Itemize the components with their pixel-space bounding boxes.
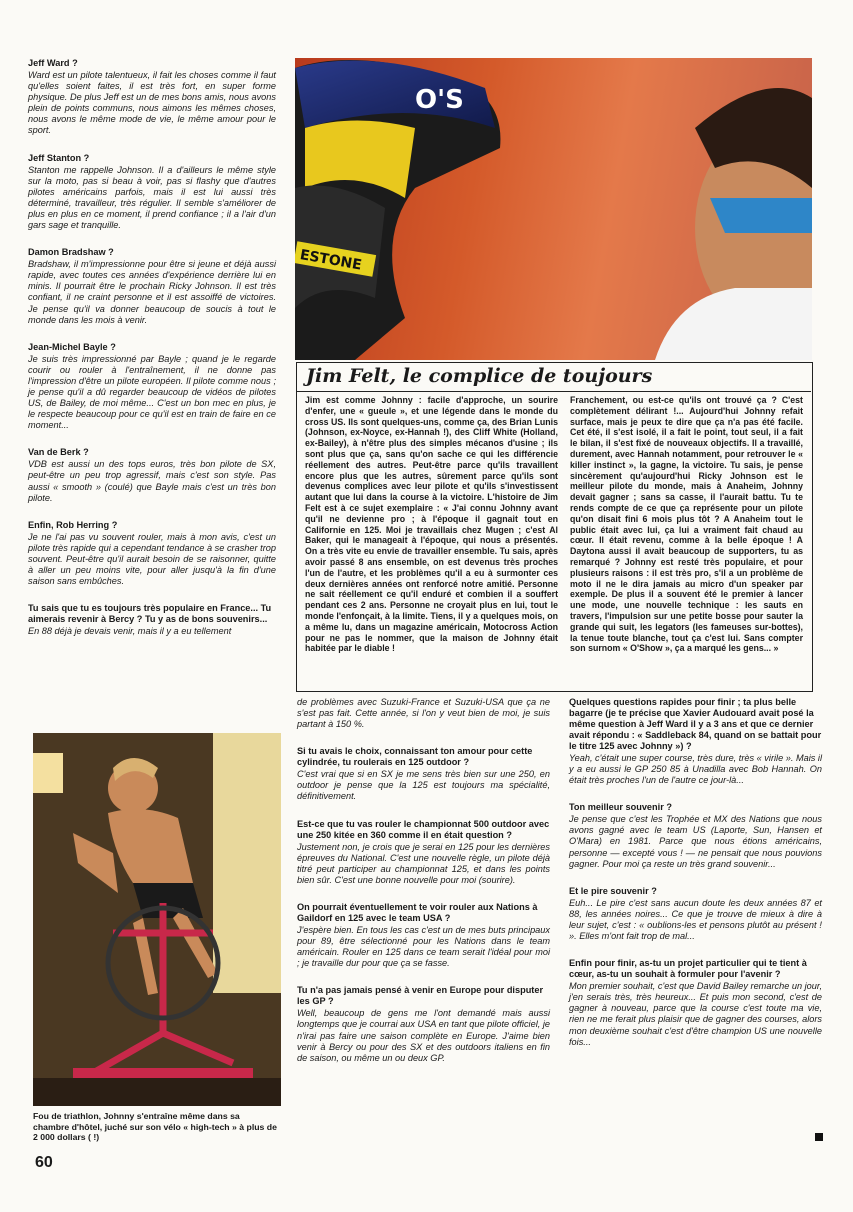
photo-caption: Fou de triathlon, Johnny s'entraîne même dans sa chambre d'hôtel, juché sur son vélo « high-tech » à plus de 2 000 dollars ( !) xyxy=(33,1111,277,1143)
qa-jeff-stanton xyxy=(28,153,276,232)
qa-best-fight xyxy=(569,697,822,786)
question: Si tu avais le choix, connaissant ton amour pour cette cylindrée, tu roulerais en 125 outdoor ? xyxy=(297,746,533,768)
qa-future-project xyxy=(569,958,822,1048)
question: Damon Bradshaw ? xyxy=(28,247,114,258)
left-column xyxy=(28,58,276,637)
qa-nations xyxy=(297,902,550,969)
qa-bercy xyxy=(28,603,276,637)
question: Enfin pour finir, as-tu un projet particulier qui te tient à cœur, as-tu un souhait à formuler pour l'avenir ? xyxy=(569,958,807,980)
triathlon-photo xyxy=(33,733,281,1106)
question: Jeff Stanton ? xyxy=(28,152,90,163)
qa-best-memory xyxy=(569,802,822,869)
question: Est-ce que tu vas rouler le championnat 500 outdoor avec une 250 kitée en 360 comme il en était question ? xyxy=(297,818,550,840)
question: Van de Berk ? xyxy=(28,447,89,458)
question: Ton meilleur souvenir ? xyxy=(569,802,672,813)
answer: Euh... Le pire c'est sans aucun doute les deux années 87 et 88, les années noires... Ce que je trouve de mieux à dire à leur sujet, c'est : « oublions-les et pensons plutôt au présent ! ». Elles m'ont fait trop de mal... xyxy=(569,897,822,942)
answer: Justement non, je crois que je serai en 125 pour les dernières épreuves du National. C'est une nouvelle règle, un pilote déjà titré peut participer au championnat 125, et dans les points bien sûr. C'est une bonne nouvelle pour moi (sourire). xyxy=(297,841,550,885)
helmet-brand-text: ESTONE xyxy=(298,246,363,274)
helmet-logo-text: O'S xyxy=(415,85,464,115)
middle-column xyxy=(297,697,550,1064)
motocross-photo xyxy=(295,58,812,360)
answer: Je pense que c'est les Trophée et MX des Nations que nous avons gagné avec le team US (Laporte, Sun, Hansen et O'Mara) en 1981. Parce que nous étions américains, personne — excepté vous ! — ne pensait que nous pouvions gagner. Pour moi ça reste un très grand souvenir... xyxy=(569,814,822,869)
question: On pourrait éventuellement te voir rouler aux Nations à Gaildorf en 125 avec le team USA ? xyxy=(297,901,538,923)
question: Et le pire souvenir ? xyxy=(569,885,657,896)
qa-worst-memory xyxy=(569,886,822,942)
answer: Mon premier souhait, c'est que David Bailey remarche un jour, j'en serais très, très heureux... Et puis mon second, c'est de gagner à nouveau, parce que la course c'est toute ma vie, rien ne me ferait plus plaisir que de gagner des courses, alors mon deuxième souhait c'est d'être champion US une nouvelle fois... xyxy=(569,981,823,1047)
answer: Ward est un pilote talentueux, il fait les choses comme il faut qu'elles soient faites, il est très fort, en super forme physique. De plus Jeff est un de mes bons amis, nous avons plein de points communs, nous aimons les mêmes choses, nous avons le même mode de vie, le même amour pour le sport. xyxy=(28,70,276,136)
question: Enfin, Rob Herring ? xyxy=(28,519,118,530)
answer: Bradshaw, il m'impressionne pour être si jeune et déjà aussi rapide, avec toutes ces années d'expérience derrière lui en minis. Il pourrait être le prochain Ricky Johnson. Il est très confiant, il ne craint personne et il est assoiffé de victoires. Je pense qu'il va donner beaucoup de soucis à tout le monde dans les mois à venir. xyxy=(28,259,276,325)
qa-damon-bradshaw xyxy=(28,247,276,326)
answer: J'espère bien. En tous les cas c'est un de mes buts principaux pour 89, être sélectionné pour les Nations dans le team américain. Rouler en 125 dans ce team serait l'idéal pour moi ; je travaille dur pour que ça se fasse. xyxy=(297,924,550,969)
answer: Je ne l'ai pas vu souvent rouler, mais à mon avis, c'est un pilote très rapide qui a cependant tendance à se crasher trop souvent. Peut-être qu'il aurait besoin de se raisonner, quitte à aller un peu moins vite, pour aller jusqu'à la fin d'une saison sans embûches. xyxy=(28,531,276,587)
page-number: 60 xyxy=(35,1154,53,1171)
end-of-article-square xyxy=(815,1133,823,1141)
answer: En 88 déjà je devais venir, mais il y a eu tellement xyxy=(28,626,232,637)
qa-jeff-ward xyxy=(28,58,276,137)
question: Tu sais que tu es toujours très populaire en France... Tu aimerais revenir à Bercy ? Tu y as de bons souvenirs... xyxy=(28,603,272,625)
question: Jeff Ward ? xyxy=(28,58,78,68)
qa-500-outdoor xyxy=(297,819,550,886)
answer: Stanton me rappelle Johnson. Il a d'ailleurs le même style sur la moto, pas si beau à voir, pas si flashy que d'autres pilotes américains parfois, mais il est lui aussi très déterminé, travailleur, très régulier. Il semble s'améliorer de plus en plus en ce moment, il prend confiance ; il a l'air d'un gars sage et tranquille. xyxy=(28,164,276,231)
answer: Yeah, c'était une super course, très dure, très « virile ». Mais il y a eu aussi le GP 250 85 à Unadilla avec Bob Hannah. On était très proches l'un de l'autre ce jour-là... xyxy=(569,753,822,786)
question: Tu n'a pas jamais pensé à venir en Europe pour disputer les GP ? xyxy=(297,985,544,1007)
answer: C'est vrai que si en SX je me sens très bien sur une 250, en outdoor je pense que la 125 est toujours ma spécialité, définitivement. xyxy=(297,769,550,802)
question: Jean-Michel Bayle ? xyxy=(28,341,116,352)
title-rule xyxy=(296,391,811,392)
qa-europe-gp xyxy=(297,985,550,1063)
qa-125-outdoor xyxy=(297,746,550,802)
qa-continuation xyxy=(297,697,550,730)
right-column xyxy=(569,697,822,1048)
qa-jean-michel-bayle xyxy=(28,342,276,432)
qa-van-de-berk xyxy=(28,447,276,503)
answer: de problèmes avec Suzuki-France et Suzuki-USA que ça ne s'est pas fait. Cette année, si l'on y veut bien de moi, je suis partant à 150 %. xyxy=(297,697,550,730)
photo-illustration xyxy=(295,58,812,360)
answer: VDB est aussi un des tops euros, très bon pilote de SX, peut-être un peu trop agressif, mais c'est son style. Pas aussi « smooth » (coulé) que Bayle mais c'est un très bon pilote. xyxy=(28,459,276,503)
answer: Well, beaucoup de gens me l'ont demandé mais aussi longtemps que je courrai aux USA en tant que pilote officiel, je n'irai pas faire une saison complète en Europe. J'aime bien venir à Bercy ou pour des SX et des outdoors italiens en fin de saison, ou même un ou deux GP. xyxy=(297,1008,550,1063)
sidebar-article-col1: Jim est comme Johnny : facile d'approche, un sourire d'enfer, une « gueule », et une légende dans le monde du cross US. Ils sont quelques-uns, comme ça, des Brian Lunis (Johnson, ex-Noyce, ex-Hannah !), des Cliff White (Holland, ex-Bailey), à n'être plus des simples mécanos d'usine ; ils sont plus que ça, sans qu'on sache ce qui les différencie réellement des autres. Peut-être parce qu'ils travaillent encore plus que les autres, sûrement parce qu'ils sont devenus complices avec leur pilote et qu'ils s'investissent autant que lui dans la course à la victoire. L'histoire de Jim Felt est à ce sujet exemplaire : « J'ai connu Johnny avant qu'il ne devienne pro ; à l'époque il gagnait tout en Californie en 125. Moi je travaillais chez Mugen ; c'est Al Baker, qui le manageait à l'époque, qui nous a présentés. On a très vite eu envie de travailler ensemble. Tu sais, après avoir passé 8 ans ensemble, on est devenus très proches l'un de l'autre, et les problèmes qu'il a eu à surmonter ces deux dernières années ont renforcé notre amitié. Personne ne sait réellement ce qu'il enduré et combien il a souffert pendant ces 2 ans. Personne ne croyait plus en lui, tout le monde l'enfonçait, à la limite. Tiens, il y a quelques mois, on a même lu, dans un magazine américain, Motocross Action pour ne pas le nommer, que la maison de Johnny était habitée par le diable ! xyxy=(305,395,558,654)
sidebar-article-title: Jim Felt, le complice de toujours xyxy=(306,365,653,387)
answer: Je suis très impressionné par Bayle ; quand je le regarde courir ou rouler à l'entraînement, il ne donne pas l'impression d'être un pilote européen. Il pilote comme nous ; je pense qu'il a dû regarder beaucoup de vidéos de pilotes US, de Bailey, de moi même... C'est un bon mec en plus, je le respecte beaucoup pour ce qu'il est en train de faire en ce moment... xyxy=(28,353,276,431)
question: Quelques questions rapides pour finir ; ta plus belle bagarre (je te précise que Xavier Audouard avait posé la même question à Jeff Ward il y a 3 ans et que ce dernier avait répondu : « Saddleback 84, quand on se battait pour le titre 125 avec Johnny ») ? xyxy=(569,697,822,751)
photo-illustration-bike xyxy=(33,733,281,1106)
sidebar-article-col2: Franchement, ou est-ce qu'ils ont trouvé ça ? C'est complètement délirant !... Aujourd'hui Johnny refait surface, mais je peux te dire que ça n'a pas été facile. Cet été, il s'est isolé, il a fait le point, tout seul, il a fait le bilan, il s'est fixé de nouveaux objectifs. Il a travaillé, durement, avec Hannah notamment, pour retrouver le « killer instinct », la gagne, la victoire. Tu sais, je pense sincèrement qu'aujourd'hui Ricky Johnson est le meilleur pilote du monde, mais à Anaheim, Johnny devait gagner ; sans sa casse, il l'aurait battu. Tu te rends compte de ce que ça représente pour un pilote qu'on disait fini 6 mois plus tôt ? A Anaheim tout le public était avec lui, ça lui a vraiment fait chaud au cœur. Il était revenu, comme à la belle époque ! A Daytona aussi il avait beaucoup de supporters, tu as remarqué ? Johnny est resté très populaire, et pour plusieurs raisons : il est très pro, s'il a un problème de moto il ne le dira jamais au micro d'un speaker par exemple. De plus il a souvent été le premier à lancer une mode, une nouvelle technique : les sauts en travers, l'impulsion sur une petite bosse pour sauter la grande qui suit, les legators (les fameuses sur-bottes), la tenue toute blanche, tout ça c'est lui. Sans compter son surnom « O'Show », ça a marqué les gens... » xyxy=(570,395,803,654)
qa-rob-herring xyxy=(28,520,276,587)
